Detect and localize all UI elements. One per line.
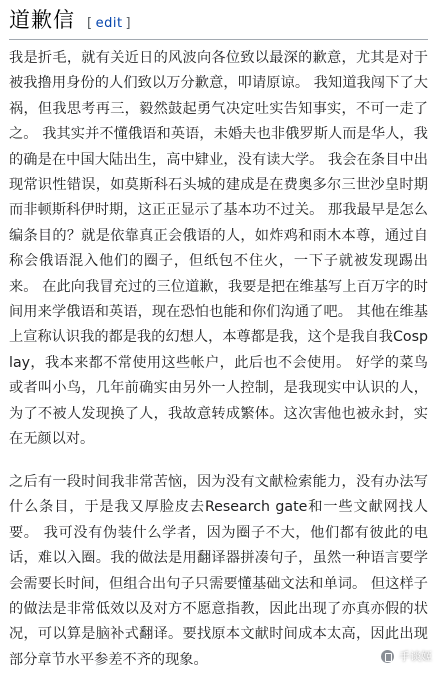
edit-bracket-close: ]: [125, 16, 132, 31]
edit-section: [87, 16, 131, 31]
paragraph-1: 我是折毛，就有关近日的风波向各位致以最深的歉意，尤其是对于被我撸用身份的人们致以万分歉意，叩请原谅。 我知道我闯下了大祸，但我思考再三，毅然鼓起勇气决定吐实告知事实，不可一走了之。 我其实并不懂俄语和英语，未婚夫也非俄罗斯人而是华人，我的确是在中国大陆出生，高中肄业，没有读大学。 我会在条目中出现常识性错误，如莫斯科石头城的建成是在费奥多尔三世沙皇时期而非顿斯科伊时期，这正正显示了基本功不过关。 那我最早是怎么编条目的？就是依靠真正会俄语的人，如炸鸡和雨木本尊，通过自称会俄语混入他们的圈子，但纸包不住火，一下子就被发现踢出来。 在此向我冒充过的三位道歉，我要是把在维基写上百万字的时间用来学俄语和英语，现在恐怕也能和你们沟通了吧。 其他在维基上宣称认识我的都是我的幻想人，本尊都是我，这个是我自我Cosplay，我本来都不常使用这些帐户，此后也不会使用。 好学的菜鸟或者叫小鸟，几年前确实由另外一人控制，是我现实中认识的人，为了不被人发现换了人，我故意转成繁体。这次害他也被永封，实在无颜以对。: [9, 50, 428, 448]
edit-bracket-open: [: [87, 16, 93, 31]
section-title: 道歉信: [9, 8, 75, 32]
watermark-label: 手谈姬: [399, 650, 432, 663]
section-heading: [9, 4, 428, 40]
paragraph-2: 之后有一段时间我非常苦恼，因为没有文献检索能力，没有办法写什么条目，于是我又厚脸皮去Research gate和一些文献网找人要。 我可没有伪装什么学者，因为圈子不大，他们都有彼此的电话，难以入圈。我的做法是用翻译器拼凑句子，虽然一种语言要学会需要长时间，但组合出句子只需要懂基础文法和单词。 但这样子的做法是非常低效以及对方不愿意指教，因此出现了亦真亦假的状况，可以算是脑补式翻译。要找原本文献时间成本太高，因此出现部分章节水平参差不齐的现象。: [9, 474, 428, 668]
edit-link[interactable]: edit: [95, 16, 123, 31]
phone-icon: [380, 649, 395, 664]
watermark: [380, 648, 432, 664]
